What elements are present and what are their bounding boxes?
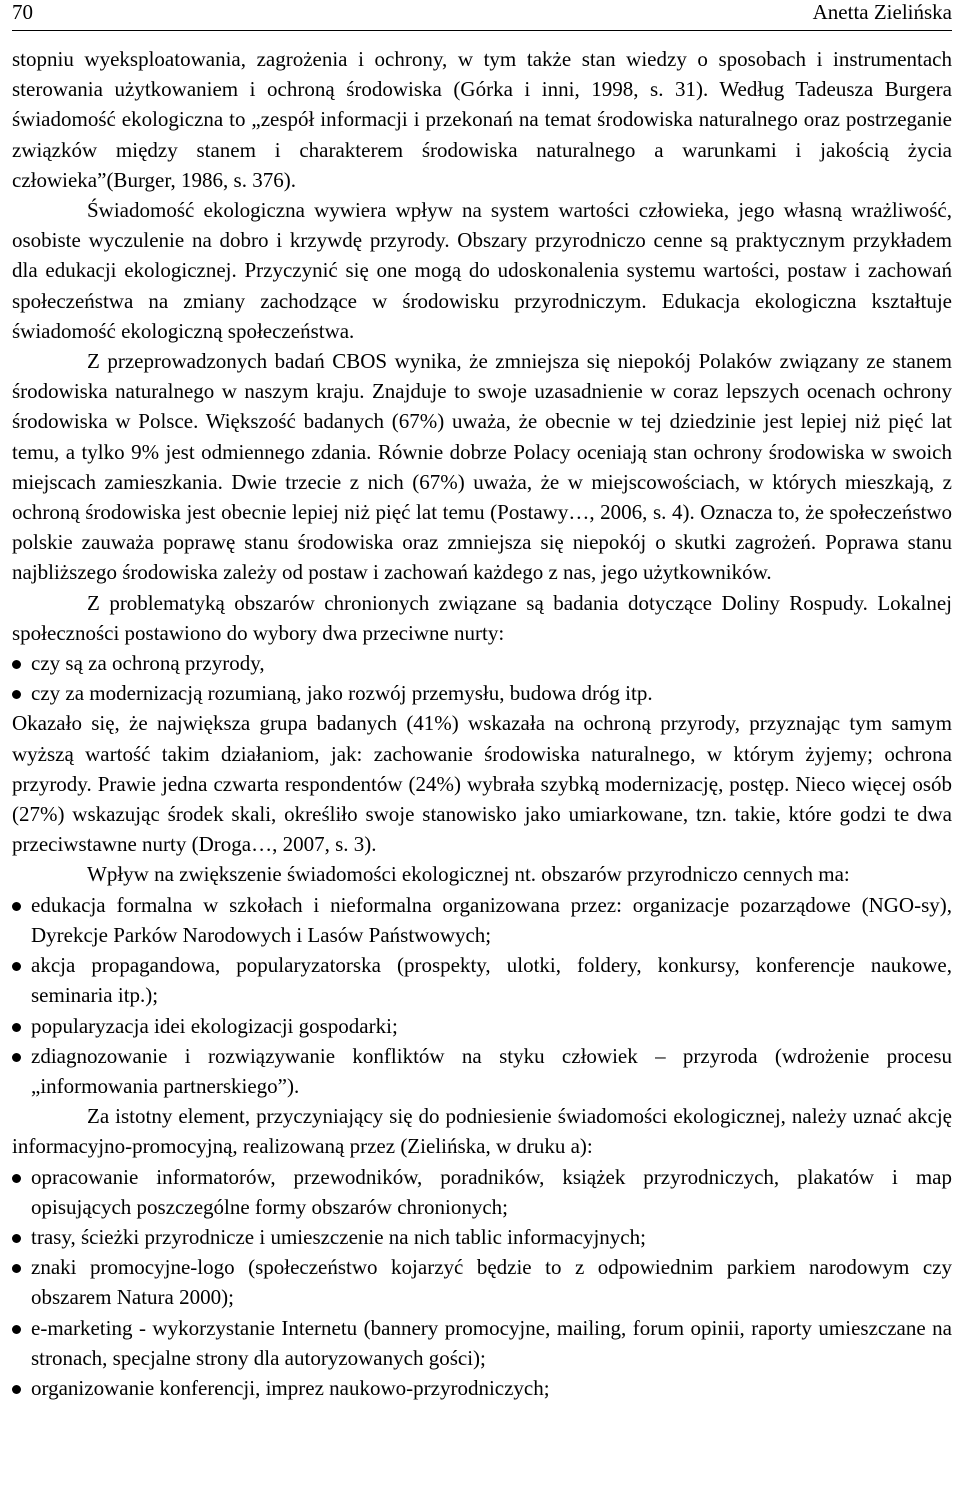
- body-text: [12, 44, 952, 1403]
- paragraph-continuation: stopniu wyeksploatowania, zagrożenia i ochrony, w tym także stan wiedzy o sposobach i instrumentach sterowania użytkowaniem i ochroną środowiska (Górka i inni, 1998, s. 31). Według Tadeusza Burgera świadomość ekologiczna to „zespół informacji i przekonań na temat środowiska naturalnego oraz postrzeganie związków między stanem i charakterem środowiska naturalnego a warunkami i jakością życia człowieka”(Burger, 1986, s. 376).: [12, 47, 952, 192]
- list-item: edukacja formalna w szkołach i nieformalna organizowana przez: organizacje pozarządowe (NGO-sy), Dyrekcje Parków Narodowych i Lasów Państwowych;: [12, 890, 952, 950]
- bullet-icon: [12, 690, 21, 699]
- bullet-icon: [12, 962, 21, 971]
- list-item: popularyzacja idei ekologizacji gospodarki;: [12, 1011, 952, 1041]
- list-item: akcja propagandowa, popularyzatorska (prospekty, ulotki, foldery, konkursy, konferencje naukowe, seminaria itp.);: [12, 950, 952, 1010]
- bullet-icon: [12, 1053, 21, 1062]
- paragraph-cbos-research: Z przeprowadzonych badań CBOS wynika, że zmniejsza się niepokój Polaków związany ze stanem środowiska naturalnego w naszym kraju. Znajduje to swoje uzasadnienie w coraz lepszych ocenach ochrony środowiska w Polsce. Większość badanych (67%) uważa, że obecnie w tej dziedzinie jest lepiej niż pięć lat temu, a tylko 9% jest odmiennego zdania. Równie dobrze Polacy oceniają stan ochrony środowiska w swoich miejscach zamieszkania. Dwie trzecie z nich (67%) uważa, że w miejscowościach, w których mieszkają, z ochroną środowiska jest obecnie lepiej niż pięć lat temu (Postawy…, 2006, s. 4). Oznacza to, że społeczeństwo polskie zauważa poprawę stanu środowiska oraz zmniejsza się niepokój o skutki zagrożeń. Poprawa stanu najbliższego środowiska zależy od postaw i zachowań każdego z nas, jego użytkowników.: [12, 349, 952, 585]
- list-item: trasy, ścieżki przyrodnicze i umieszczenie na nich tablic informacyjnych;: [12, 1222, 952, 1252]
- list-item: zdiagnozowanie i rozwiązywanie konfliktów na styku człowiek – przyroda (wdrożenie procesu „informowania partnerskiego”).: [12, 1041, 952, 1101]
- list-item: organizowanie konferencji, imprez naukowo-przyrodniczych;: [12, 1373, 952, 1403]
- bullet-icon: [12, 660, 21, 669]
- bullet-icon: [12, 902, 21, 911]
- paragraph-survey-results: Okazało się, że największa grupa badanych (41%) wskazała na ochroną przyrody, przyznając tym samym wyższą wartość takim działaniom, jak: zachowanie środowiska naturalnego, w którym żyjemy; ochrona przyrody. Prawie jedna czwarta respondentów (24%) wybrała szybką modernizację, postęp. Nieco więcej osób (27%) wskazując środek skali, określiło swoje stanowisko jako umiarkowane, tzn. takie, które godzi te dwa przeciwstawne nurty (Droga…, 2007, s. 3).: [12, 711, 952, 857]
- list-item: czy za modernizacją rozumianą, jako rozwój przemysłu, budowa dróg itp.: [12, 678, 952, 708]
- bullet-icon: [12, 1325, 21, 1334]
- document-page: [12, 0, 952, 1403]
- list-item: czy są za ochroną przyrody,: [12, 648, 952, 678]
- running-header: [12, 0, 952, 31]
- list-options: [12, 648, 952, 708]
- paragraph-rospuda-valley: Z problematyką obszarów chronionych związane są badania dotyczące Doliny Rospudy. Lokalnej społeczności postawiono do wybory dwa przeciwne nurty:: [12, 590, 952, 645]
- paragraph-ecological-awareness: Świadomość ekologiczna wywiera wpływ na system wartości człowieka, jego własną wrażliwość, osobiste wyczulenie na dobro i krzywdę przyrody. Obszary przyrodniczo cenne są praktycznym przykładem dla edukacji ekologicznej. Przyczynić się one mogą do udoskonalenia systemu wartości, postaw i zachowań społeczeństwa na zmiany zachodzące w środowisku przyrodniczym. Edukacja ekologiczna kształtuje świadomość ekologiczną społeczeństwa.: [12, 198, 952, 343]
- running-head-author: Anetta Zielińska: [812, 0, 952, 24]
- bullet-icon: [12, 1023, 21, 1032]
- page-number: 70: [12, 0, 33, 24]
- bullet-icon: [12, 1234, 21, 1243]
- paragraph-influences-intro: Wpływ na zwiększenie świadomości ekologicznej nt. obszarów przyrodniczo cennych ma:: [87, 862, 850, 887]
- list-item: znaki promocyjne-logo (społeczeństwo kojarzyć będzie to z odpowiednim parkiem narodowym czy obszarem Natura 2000);: [12, 1252, 952, 1312]
- list-item: opracowanie informatorów, przewodników, poradników, książek przyrodniczych, plakatów i map opisujących poszczególne formy obszarów chronionych;: [12, 1162, 952, 1222]
- bullet-icon: [12, 1264, 21, 1273]
- bullet-icon: [12, 1174, 21, 1183]
- paragraph-promotion-intro: Za istotny element, przyczyniający się do podniesienie świadomości ekologicznej, należy uznać akcję informacyjno-promocyjną, realizowaną przez (Zielińska, w druku a):: [12, 1104, 952, 1159]
- bullet-icon: [12, 1385, 21, 1394]
- list-influences: [12, 890, 952, 1101]
- list-item: e-marketing - wykorzystanie Internetu (bannery promocyjne, mailing, forum opinii, raporty umieszczane na stronach, specjalne strony dla autoryzowanych gości);: [12, 1313, 952, 1373]
- list-promotion: [12, 1162, 952, 1404]
